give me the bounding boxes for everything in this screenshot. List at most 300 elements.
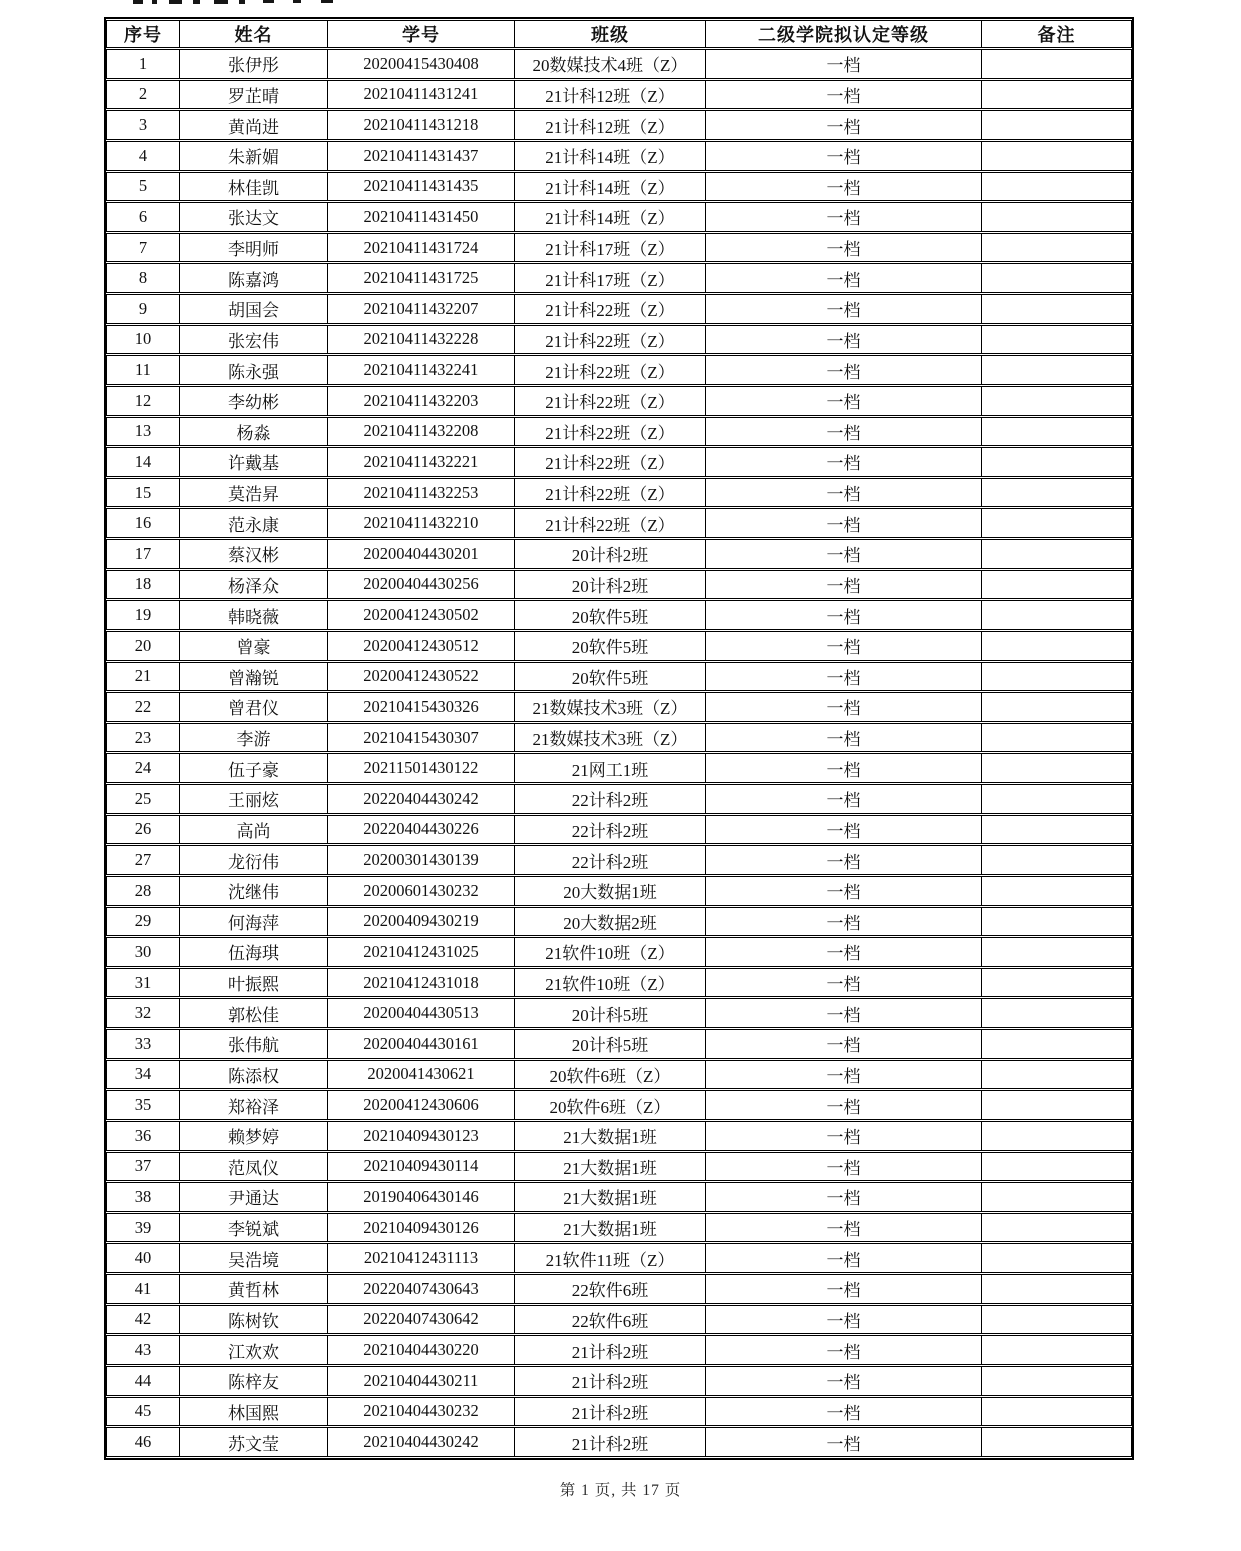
cell-student-id: 20220407430643	[327, 1274, 514, 1304]
cell-remark	[981, 202, 1132, 232]
cell-student-id: 20200404430201	[327, 539, 514, 569]
cell-student-id: 20210409430114	[327, 1152, 514, 1182]
cell-student-id: 20200404430256	[327, 570, 514, 600]
cell-remark	[981, 141, 1132, 171]
cell-index: 35	[106, 1090, 179, 1120]
table-row	[106, 600, 1132, 630]
cell-index: 4	[106, 141, 179, 171]
table-row	[106, 141, 1132, 171]
cell-student-id: 20210411431450	[327, 202, 514, 232]
cell-remark	[981, 1366, 1132, 1396]
cell-remark	[981, 110, 1132, 140]
cell-student-id: 20200415430408	[327, 49, 514, 79]
cell-index: 3	[106, 110, 179, 140]
cell-student-id: 2020041430621	[327, 1060, 514, 1090]
cell-class: 20计科2班	[514, 570, 705, 600]
cell-student-id: 20210411432208	[327, 417, 514, 447]
cell-remark	[981, 417, 1132, 447]
cell-index: 2	[106, 80, 179, 110]
cell-name: 朱新媚	[179, 141, 327, 171]
cell-class: 21计科22班（Z）	[514, 478, 705, 508]
cell-class: 21计科2班	[514, 1427, 705, 1457]
cell-name: 龙衍伟	[179, 845, 327, 875]
cell-student-id: 20210404430220	[327, 1335, 514, 1365]
table-row	[106, 662, 1132, 692]
cell-name: 张伊彤	[179, 49, 327, 79]
cell-grade: 一档	[705, 692, 981, 722]
cell-class: 20数媒技术4班（Z）	[514, 49, 705, 79]
cell-student-id: 20210412431113	[327, 1243, 514, 1273]
cell-class: 21计科14班（Z）	[514, 172, 705, 202]
cell-name: 叶振熙	[179, 968, 327, 998]
cell-remark	[981, 172, 1132, 202]
cell-index: 5	[106, 172, 179, 202]
cell-class: 21大数据1班	[514, 1121, 705, 1151]
column-header-name: 姓名	[179, 20, 327, 48]
cell-grade: 一档	[705, 723, 981, 753]
cell-name: 杨泽众	[179, 570, 327, 600]
cell-grade: 一档	[705, 876, 981, 906]
cell-index: 30	[106, 937, 179, 967]
cell-class: 20软件6班（Z）	[514, 1060, 705, 1090]
cell-grade: 一档	[705, 110, 981, 140]
cell-remark	[981, 815, 1132, 845]
cell-index: 18	[106, 570, 179, 600]
cell-name: 林佳凯	[179, 172, 327, 202]
cell-class: 20计科2班	[514, 539, 705, 569]
cell-name: 罗芷晴	[179, 80, 327, 110]
table-row	[106, 447, 1132, 477]
table-row	[106, 845, 1132, 875]
cell-student-id: 20210404430232	[327, 1397, 514, 1427]
cell-grade: 一档	[705, 968, 981, 998]
cell-remark	[981, 1213, 1132, 1243]
cell-student-id: 20200404430161	[327, 1029, 514, 1059]
table-row	[106, 631, 1132, 661]
cell-class: 22软件6班	[514, 1274, 705, 1304]
cell-remark	[981, 784, 1132, 814]
table-row	[106, 1305, 1132, 1335]
cell-grade: 一档	[705, 263, 981, 293]
cell-grade: 一档	[705, 1335, 981, 1365]
cell-grade: 一档	[705, 1060, 981, 1090]
cell-grade: 一档	[705, 172, 981, 202]
cell-name: 黄哲林	[179, 1274, 327, 1304]
cell-remark	[981, 1305, 1132, 1335]
cell-class: 21大数据1班	[514, 1152, 705, 1182]
cell-name: 沈继伟	[179, 876, 327, 906]
cell-class: 21计科22班（Z）	[514, 355, 705, 385]
column-header-remark: 备注	[981, 20, 1132, 48]
cell-grade: 一档	[705, 294, 981, 324]
cell-student-id: 20210411432221	[327, 447, 514, 477]
cell-name: 陈嘉鸿	[179, 263, 327, 293]
table-row	[106, 998, 1132, 1028]
cell-student-id: 20220404430242	[327, 784, 514, 814]
cell-name: 陈添权	[179, 1060, 327, 1090]
table-row	[106, 692, 1132, 722]
cell-class: 21软件10班（Z）	[514, 968, 705, 998]
cell-index: 15	[106, 478, 179, 508]
cell-index: 41	[106, 1274, 179, 1304]
table-row	[106, 172, 1132, 202]
cell-class: 21计科2班	[514, 1397, 705, 1427]
cell-remark	[981, 1397, 1132, 1427]
cell-name: 杨淼	[179, 417, 327, 447]
cell-remark	[981, 692, 1132, 722]
cell-grade: 一档	[705, 845, 981, 875]
cell-index: 11	[106, 355, 179, 385]
table-row	[106, 1060, 1132, 1090]
cell-remark	[981, 631, 1132, 661]
cell-name: 曾豪	[179, 631, 327, 661]
table-row	[106, 876, 1132, 906]
table-row	[106, 478, 1132, 508]
cell-remark	[981, 386, 1132, 416]
cell-class: 21大数据1班	[514, 1182, 705, 1212]
cell-grade: 一档	[705, 508, 981, 538]
cell-student-id: 20210415430307	[327, 723, 514, 753]
cell-student-id: 20210404430242	[327, 1427, 514, 1457]
table-row	[106, 1274, 1132, 1304]
cell-name: 伍海琪	[179, 937, 327, 967]
cell-class: 21计科22班（Z）	[514, 417, 705, 447]
cell-index: 8	[106, 263, 179, 293]
cell-class: 21计科17班（Z）	[514, 263, 705, 293]
table-row	[106, 1366, 1132, 1396]
cell-remark	[981, 294, 1132, 324]
cell-class: 21大数据1班	[514, 1213, 705, 1243]
table-row	[106, 1427, 1132, 1457]
cell-student-id: 20210415430326	[327, 692, 514, 722]
table-row	[106, 907, 1132, 937]
cell-class: 22计科2班	[514, 784, 705, 814]
column-header-class: 班级	[514, 20, 705, 48]
cell-grade: 一档	[705, 1090, 981, 1120]
cell-grade: 一档	[705, 907, 981, 937]
cell-class: 20计科5班	[514, 998, 705, 1028]
cell-grade: 一档	[705, 1366, 981, 1396]
cell-class: 21计科22班（Z）	[514, 294, 705, 324]
cell-remark	[981, 1335, 1132, 1365]
cell-name: 李游	[179, 723, 327, 753]
table-row	[106, 1397, 1132, 1427]
cell-student-id: 20210411432210	[327, 508, 514, 538]
table-row	[106, 294, 1132, 324]
cell-index: 40	[106, 1243, 179, 1273]
cell-remark	[981, 233, 1132, 263]
table-row	[106, 815, 1132, 845]
cell-grade: 一档	[705, 1213, 981, 1243]
cell-name: 林国熙	[179, 1397, 327, 1427]
cell-class: 21网工1班	[514, 753, 705, 783]
table-row	[106, 508, 1132, 538]
cell-name: 胡国会	[179, 294, 327, 324]
cell-index: 10	[106, 325, 179, 355]
cell-remark	[981, 355, 1132, 385]
cell-student-id: 20210411431725	[327, 263, 514, 293]
cell-grade: 一档	[705, 447, 981, 477]
cell-class: 20软件5班	[514, 631, 705, 661]
cell-student-id: 20210409430126	[327, 1213, 514, 1243]
table-row	[106, 80, 1132, 110]
table-row	[106, 570, 1132, 600]
table-row	[106, 723, 1132, 753]
cell-remark	[981, 263, 1132, 293]
cell-name: 江欢欢	[179, 1335, 327, 1365]
table-row	[106, 417, 1132, 447]
table-row	[106, 784, 1132, 814]
cell-remark	[981, 662, 1132, 692]
cell-grade: 一档	[705, 539, 981, 569]
cell-student-id: 20210411431437	[327, 141, 514, 171]
cell-grade: 一档	[705, 662, 981, 692]
table-row	[106, 1335, 1132, 1365]
cell-index: 22	[106, 692, 179, 722]
cell-name: 伍子豪	[179, 753, 327, 783]
cell-name: 陈树钦	[179, 1305, 327, 1335]
cell-class: 21数媒技术3班（Z）	[514, 692, 705, 722]
cell-name: 李锐斌	[179, 1213, 327, 1243]
cell-name: 高尚	[179, 815, 327, 845]
cell-index: 29	[106, 907, 179, 937]
table-row	[106, 386, 1132, 416]
cell-remark	[981, 907, 1132, 937]
cell-index: 19	[106, 600, 179, 630]
cell-index: 38	[106, 1182, 179, 1212]
table-row	[106, 233, 1132, 263]
table-row	[106, 937, 1132, 967]
table-row	[106, 1152, 1132, 1182]
cell-grade: 一档	[705, 325, 981, 355]
cell-index: 43	[106, 1335, 179, 1365]
cell-index: 9	[106, 294, 179, 324]
cell-index: 23	[106, 723, 179, 753]
cell-index: 17	[106, 539, 179, 569]
cell-student-id: 20200412430512	[327, 631, 514, 661]
cell-grade: 一档	[705, 478, 981, 508]
cell-grade: 一档	[705, 1182, 981, 1212]
cell-name: 李明师	[179, 233, 327, 263]
cell-remark	[981, 1090, 1132, 1120]
cell-class: 21计科14班（Z）	[514, 141, 705, 171]
cell-student-id: 20210411432228	[327, 325, 514, 355]
table-row	[106, 753, 1132, 783]
cell-index: 7	[106, 233, 179, 263]
cell-name: 许戴基	[179, 447, 327, 477]
cell-class: 20计科5班	[514, 1029, 705, 1059]
cell-student-id: 20210411432203	[327, 386, 514, 416]
table-row	[106, 110, 1132, 140]
cell-student-id: 20210411432241	[327, 355, 514, 385]
cell-index: 31	[106, 968, 179, 998]
cell-student-id: 20200301430139	[327, 845, 514, 875]
cell-index: 12	[106, 386, 179, 416]
cell-class: 21计科22班（Z）	[514, 447, 705, 477]
cell-class: 21计科22班（Z）	[514, 325, 705, 355]
cell-class: 20大数据1班	[514, 876, 705, 906]
cell-remark	[981, 1029, 1132, 1059]
cell-class: 21计科14班（Z）	[514, 202, 705, 232]
table-row	[106, 263, 1132, 293]
cell-student-id: 20210411431435	[327, 172, 514, 202]
cell-name: 何海萍	[179, 907, 327, 937]
table-row	[106, 1182, 1132, 1212]
cell-grade: 一档	[705, 815, 981, 845]
cell-index: 37	[106, 1152, 179, 1182]
cell-remark	[981, 539, 1132, 569]
cell-name: 张宏伟	[179, 325, 327, 355]
cell-grade: 一档	[705, 386, 981, 416]
cell-remark	[981, 845, 1132, 875]
cell-student-id: 20210411431218	[327, 110, 514, 140]
cell-name: 蔡汉彬	[179, 539, 327, 569]
cell-name: 陈梓友	[179, 1366, 327, 1396]
cell-remark	[981, 753, 1132, 783]
cell-remark	[981, 998, 1132, 1028]
cell-class: 21计科12班（Z）	[514, 110, 705, 140]
cell-grade: 一档	[705, 1305, 981, 1335]
cell-grade: 一档	[705, 1121, 981, 1151]
cell-index: 25	[106, 784, 179, 814]
column-header-grade: 二级学院拟认定等级	[705, 20, 981, 48]
table-row	[106, 1029, 1132, 1059]
cell-index: 44	[106, 1366, 179, 1396]
column-header-student-id: 学号	[327, 20, 514, 48]
cell-index: 6	[106, 202, 179, 232]
table-header-row	[106, 20, 1132, 48]
cell-index: 13	[106, 417, 179, 447]
cell-name: 范凤仪	[179, 1152, 327, 1182]
cell-student-id: 20200409430219	[327, 907, 514, 937]
cell-class: 22计科2班	[514, 815, 705, 845]
table-row	[106, 968, 1132, 998]
table-row	[106, 325, 1132, 355]
cell-remark	[981, 1152, 1132, 1182]
cell-remark	[981, 80, 1132, 110]
cell-student-id: 20210412431025	[327, 937, 514, 967]
cell-name: 韩晓薇	[179, 600, 327, 630]
cell-class: 21计科12班（Z）	[514, 80, 705, 110]
cell-remark	[981, 570, 1132, 600]
cell-grade: 一档	[705, 600, 981, 630]
cell-name: 曾瀚锐	[179, 662, 327, 692]
cell-grade: 一档	[705, 202, 981, 232]
cell-name: 王丽炫	[179, 784, 327, 814]
cell-class: 20软件6班（Z）	[514, 1090, 705, 1120]
cell-class: 20软件5班	[514, 600, 705, 630]
cell-grade: 一档	[705, 631, 981, 661]
cell-student-id: 20190406430146	[327, 1182, 514, 1212]
cell-class: 22软件6班	[514, 1305, 705, 1335]
cell-class: 21计科2班	[514, 1366, 705, 1396]
cell-index: 1	[106, 49, 179, 79]
cell-grade: 一档	[705, 1274, 981, 1304]
cell-remark	[981, 600, 1132, 630]
clipped-title-fragment	[130, 0, 345, 5]
cell-class: 20软件5班	[514, 662, 705, 692]
cell-name: 莫浩昇	[179, 478, 327, 508]
cell-grade: 一档	[705, 1152, 981, 1182]
cell-student-id: 20220407430642	[327, 1305, 514, 1335]
cell-index: 26	[106, 815, 179, 845]
cell-grade: 一档	[705, 998, 981, 1028]
cell-index: 20	[106, 631, 179, 661]
cell-class: 21计科2班	[514, 1335, 705, 1365]
cell-student-id: 20210411432253	[327, 478, 514, 508]
cell-remark	[981, 1427, 1132, 1457]
cell-index: 39	[106, 1213, 179, 1243]
cell-name: 郭松佳	[179, 998, 327, 1028]
table-row	[106, 1213, 1132, 1243]
cell-index: 45	[106, 1397, 179, 1427]
cell-index: 14	[106, 447, 179, 477]
cell-grade: 一档	[705, 141, 981, 171]
cell-class: 21软件11班（Z）	[514, 1243, 705, 1273]
cell-grade: 一档	[705, 1397, 981, 1427]
cell-remark	[981, 1182, 1132, 1212]
cell-index: 27	[106, 845, 179, 875]
cell-class: 21计科22班（Z）	[514, 508, 705, 538]
cell-name: 曾君仪	[179, 692, 327, 722]
cell-grade: 一档	[705, 355, 981, 385]
cell-remark	[981, 1274, 1132, 1304]
cell-name: 郑裕泽	[179, 1090, 327, 1120]
table-row	[106, 1090, 1132, 1120]
table-row	[106, 202, 1132, 232]
cell-class: 20大数据2班	[514, 907, 705, 937]
cell-student-id: 20210409430123	[327, 1121, 514, 1151]
cell-student-id: 20200404430513	[327, 998, 514, 1028]
cell-index: 34	[106, 1060, 179, 1090]
cell-index: 21	[106, 662, 179, 692]
cell-index: 36	[106, 1121, 179, 1151]
table-row	[106, 1243, 1132, 1273]
cell-grade: 一档	[705, 570, 981, 600]
cell-student-id: 20210412431018	[327, 968, 514, 998]
cell-grade: 一档	[705, 49, 981, 79]
cell-remark	[981, 447, 1132, 477]
cell-name: 范永康	[179, 508, 327, 538]
cell-student-id: 20200601430232	[327, 876, 514, 906]
cell-index: 28	[106, 876, 179, 906]
table-row	[106, 539, 1132, 569]
cell-class: 22计科2班	[514, 845, 705, 875]
cell-name: 赖梦婷	[179, 1121, 327, 1151]
cell-index: 33	[106, 1029, 179, 1059]
cell-name: 苏文莹	[179, 1427, 327, 1457]
cell-name: 黄尚进	[179, 110, 327, 140]
cell-remark	[981, 49, 1132, 79]
cell-name: 李幼彬	[179, 386, 327, 416]
column-header-index: 序号	[106, 20, 179, 48]
cell-student-id: 20220404430226	[327, 815, 514, 845]
cell-index: 46	[106, 1427, 179, 1457]
cell-grade: 一档	[705, 417, 981, 447]
cell-remark	[981, 478, 1132, 508]
cell-remark	[981, 937, 1132, 967]
cell-student-id: 20211501430122	[327, 753, 514, 783]
cell-grade: 一档	[705, 1427, 981, 1457]
cell-student-id: 20200412430606	[327, 1090, 514, 1120]
cell-name: 陈永强	[179, 355, 327, 385]
cell-student-id: 20200412430522	[327, 662, 514, 692]
table-row	[106, 49, 1132, 79]
cell-remark	[981, 325, 1132, 355]
cell-remark	[981, 1060, 1132, 1090]
cell-remark	[981, 968, 1132, 998]
cell-remark	[981, 508, 1132, 538]
